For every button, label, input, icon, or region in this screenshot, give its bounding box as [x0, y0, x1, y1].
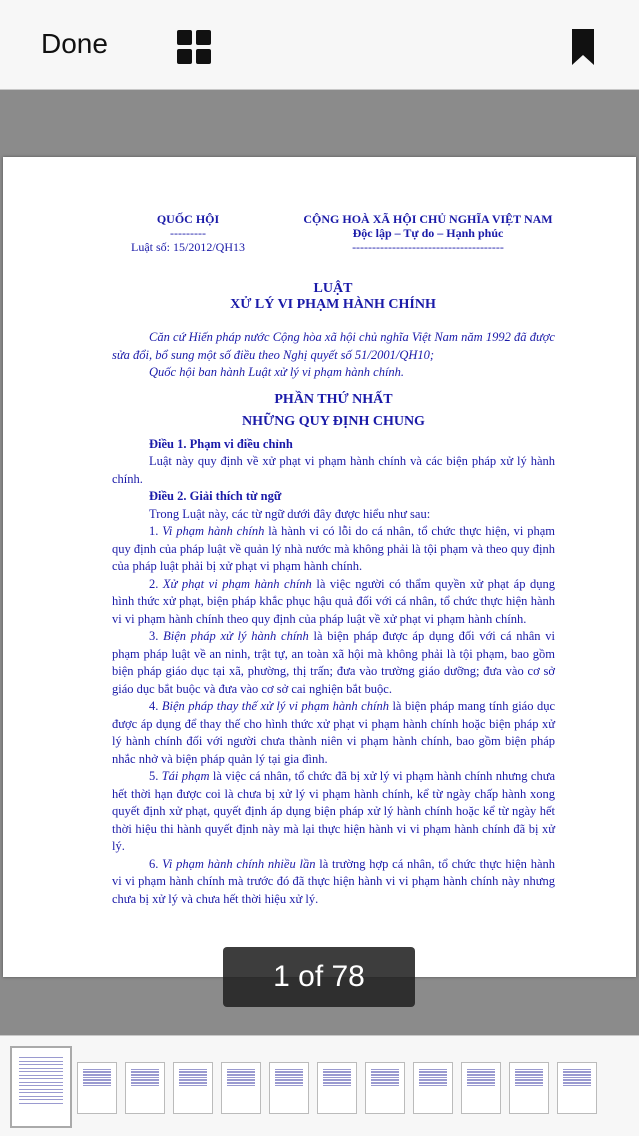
- definition-item: 3. Biện pháp xử lý hành chính là biện pháp được áp dụng đối với cá nhân vi phạm pháp luật về an ninh, trật tự, an toàn xã hội mà không phải là tội phạm, bao gồm biện pháp giáo dục tại xã, phường, thị trấn; đưa vào trường giáo dưỡng; đưa vào cơ sở giáo dục bắt buộc và đưa vào cơ sở cai nghiện bắt buộc.: [112, 629, 555, 696]
- header-left-dashes: ---------: [170, 226, 206, 240]
- header-right: [288, 212, 568, 254]
- law-title: [103, 281, 563, 313]
- page-thumbnail[interactable]: [317, 1062, 357, 1114]
- definition-item: 1. Vi phạm hành chính là hành vi có lỗi do cá nhân, tổ chức thực hiện, vi phạm quy định của pháp luật về quản lý nhà nước mà không phải là tội phạm và theo quy định của pháp luật phải bị xử phạt vi phạm hành chính.: [112, 524, 555, 573]
- article-2-heading: Điều 2. Giải thích từ ngữ: [149, 489, 282, 503]
- page-thumbnail[interactable]: [173, 1062, 213, 1114]
- document-page: [3, 157, 636, 977]
- page-thumbnail[interactable]: [221, 1062, 261, 1114]
- bookmark-icon[interactable]: [572, 29, 594, 65]
- page-thumbnail[interactable]: [413, 1062, 453, 1114]
- grid-icon[interactable]: [177, 30, 211, 64]
- article-2-intro: Trong Luật này, các từ ngữ dưới đây được hiểu như sau:: [149, 506, 431, 521]
- top-toolbar: [0, 0, 639, 90]
- org-name: QUỐC HỘI: [156, 212, 220, 226]
- preamble-1: Căn cứ Hiến pháp nước Cộng hòa xã hội chủ nghĩa Việt Nam năm 1992 đã được sửa đổi, bổ sung một số điều theo Nghị quyết số 51/2001/QH10;: [112, 330, 555, 362]
- page-thumbnail[interactable]: [125, 1062, 165, 1114]
- page-thumbnail[interactable]: [365, 1062, 405, 1114]
- page-thumbnail[interactable]: [461, 1062, 501, 1114]
- header-right-dashes: --------------------------------------: [352, 240, 504, 254]
- article-1-text: Luật này quy định về xử phạt vi phạm hành chính và các biện pháp xử lý hành chính.: [112, 454, 555, 486]
- done-button[interactable]: Done: [41, 28, 108, 59]
- page-thumbnail[interactable]: [10, 1046, 72, 1128]
- page-thumbnail[interactable]: [557, 1062, 597, 1114]
- page-thumbnail[interactable]: [509, 1062, 549, 1114]
- definition-item: 5. Tái phạm là việc cá nhân, tổ chức đã bị xử lý vi phạm hành chính nhưng chưa hết thời hạn được coi là chưa bị xử lý vi phạm hành chính, kể từ ngày chấp hành xong quyết định xử phạt, quyết định áp dụng biện pháp xử lý hành chính hoặc kể từ ngày hết thời hiệu thi hành quyết định này mà lại thực hiện hành vi vi phạm hành chính đã bị xử lý.: [112, 769, 556, 853]
- definition-item: 2. Xử phạt vi phạm hành chính là việc người có thẩm quyền xử phạt áp dụng hình thức xử phạt, biện pháp khắc phục hậu quả đối với cá nhân, tổ chức thực hiện hành vi vi phạm hành chính theo quy định của pháp luật về xử phạt vi phạm hành chính.: [112, 576, 555, 626]
- part-title-2: NHỮNG QUY ĐỊNH CHUNG: [242, 413, 425, 429]
- page-thumbnail[interactable]: [77, 1062, 117, 1114]
- definition-item: 4. Biện pháp thay thế xử lý vi phạm hành chính là biện pháp mang tính giáo dục được áp dụng để thay thế cho hình thức xử phạt vi phạm hành chính hoặc biện pháp xử lý hành chính đối với người chưa thành niên vi phạm hành chính, bao gồm biện pháp nhắc nhở và biện pháp quản lý tại gia đình.: [112, 699, 556, 766]
- country-name: CỘNG HOÀ XÃ HỘI CHỦ NGHĨA VIỆT NAM: [303, 212, 553, 226]
- document-viewer[interactable]: [0, 90, 639, 1035]
- part-title-1: PHẦN THỨ NHẤT: [274, 391, 393, 407]
- article-1-heading: Điều 1. Phạm vi điều chỉnh: [149, 436, 293, 451]
- header-left: [113, 212, 263, 254]
- document-body: [112, 329, 555, 908]
- thumbnail-strip[interactable]: [0, 1035, 639, 1136]
- law-number: Luật số: 15/2012/QH13: [131, 240, 245, 254]
- preamble-2: Quốc hội ban hành Luật xử lý vi phạm hành chính.: [149, 365, 405, 379]
- definition-item: 6. Vi phạm hành chính nhiều lần là trường hợp cá nhân, tổ chức thực hiện hành vi vi phạm hành chính mà trước đó đã thực hiện hành vi vi phạm hành chính này nhưng chưa bị xử lý và chưa hết thời hiệu xử lý.: [112, 856, 555, 906]
- title-line-1: LUẬT: [313, 281, 353, 296]
- motto: Độc lập – Tự do – Hạnh phúc: [352, 226, 504, 240]
- page-thumbnail[interactable]: [269, 1062, 309, 1114]
- title-line-2: XỬ LÝ VI PHẠM HÀNH CHÍNH: [230, 297, 436, 312]
- page-indicator: 1 of 78: [223, 947, 415, 1007]
